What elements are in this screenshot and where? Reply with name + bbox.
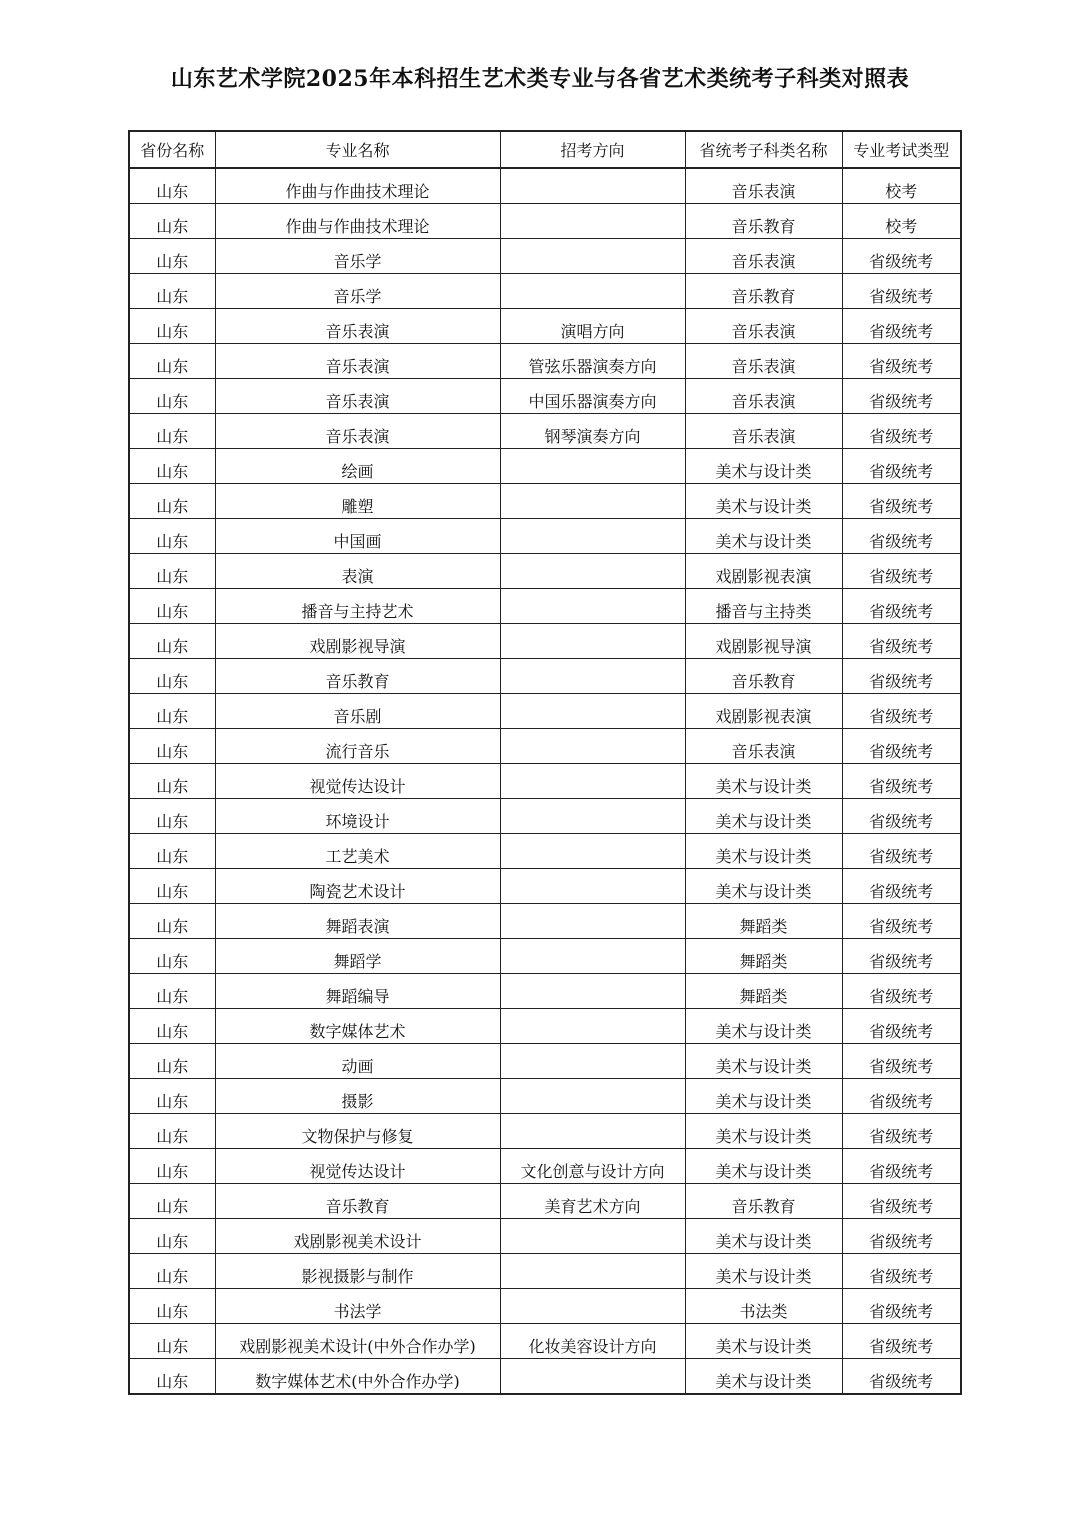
cell-direction bbox=[500, 239, 685, 274]
cell-direction: 钢琴演奏方向 bbox=[500, 414, 685, 449]
cell-subcategory: 美术与设计类 bbox=[685, 1219, 842, 1254]
cell-subcategory: 音乐教育 bbox=[685, 659, 842, 694]
cell-province: 山东 bbox=[129, 974, 215, 1009]
cell-major: 书法学 bbox=[215, 1289, 500, 1324]
cell-subcategory: 美术与设计类 bbox=[685, 1079, 842, 1114]
cell-exam-type: 省级统考 bbox=[842, 1289, 961, 1324]
cell-direction bbox=[500, 659, 685, 694]
cell-direction bbox=[500, 519, 685, 554]
table-row bbox=[129, 484, 961, 519]
cell-major: 影视摄影与制作 bbox=[215, 1254, 500, 1289]
cell-direction bbox=[500, 1044, 685, 1079]
table-body bbox=[129, 168, 961, 1394]
cell-exam-type: 省级统考 bbox=[842, 799, 961, 834]
cell-province: 山东 bbox=[129, 799, 215, 834]
cell-exam-type: 省级统考 bbox=[842, 379, 961, 414]
cell-direction bbox=[500, 1114, 685, 1149]
cell-exam-type: 省级统考 bbox=[842, 554, 961, 589]
cell-subcategory: 音乐教育 bbox=[685, 274, 842, 309]
cell-exam-type: 省级统考 bbox=[842, 1114, 961, 1149]
table-row bbox=[129, 1219, 961, 1254]
cell-province: 山东 bbox=[129, 239, 215, 274]
cell-major: 音乐表演 bbox=[215, 344, 500, 379]
cell-subcategory: 戏剧影视表演 bbox=[685, 694, 842, 729]
cell-exam-type: 省级统考 bbox=[842, 414, 961, 449]
cell-major: 播音与主持艺术 bbox=[215, 589, 500, 624]
cell-major: 环境设计 bbox=[215, 799, 500, 834]
cell-exam-type: 省级统考 bbox=[842, 344, 961, 379]
cell-province: 山东 bbox=[129, 869, 215, 904]
header-province: 省份名称 bbox=[129, 131, 215, 168]
cell-province: 山东 bbox=[129, 1254, 215, 1289]
cell-province: 山东 bbox=[129, 1359, 215, 1395]
cell-subcategory: 美术与设计类 bbox=[685, 1009, 842, 1044]
cell-major: 表演 bbox=[215, 554, 500, 589]
cell-province: 山东 bbox=[129, 1114, 215, 1149]
table-row bbox=[129, 729, 961, 764]
table-row bbox=[129, 379, 961, 414]
cell-subcategory: 舞蹈类 bbox=[685, 904, 842, 939]
cell-direction bbox=[500, 168, 685, 204]
cell-direction: 化妆美容设计方向 bbox=[500, 1324, 685, 1359]
cell-province: 山东 bbox=[129, 554, 215, 589]
table-row bbox=[129, 624, 961, 659]
cell-direction: 文化创意与设计方向 bbox=[500, 1149, 685, 1184]
cell-province: 山东 bbox=[129, 1009, 215, 1044]
cell-direction bbox=[500, 589, 685, 624]
cell-direction bbox=[500, 624, 685, 659]
table-row bbox=[129, 519, 961, 554]
cell-major: 戏剧影视美术设计(中外合作办学) bbox=[215, 1324, 500, 1359]
cell-major: 音乐表演 bbox=[215, 414, 500, 449]
cell-province: 山东 bbox=[129, 274, 215, 309]
cell-province: 山东 bbox=[129, 1219, 215, 1254]
cell-province: 山东 bbox=[129, 904, 215, 939]
table-row bbox=[129, 694, 961, 729]
table-row bbox=[129, 344, 961, 379]
cell-direction bbox=[500, 834, 685, 869]
cell-exam-type: 省级统考 bbox=[842, 309, 961, 344]
cell-province: 山东 bbox=[129, 764, 215, 799]
table-row bbox=[129, 1324, 961, 1359]
cell-province: 山东 bbox=[129, 694, 215, 729]
cell-subcategory: 音乐教育 bbox=[685, 1184, 842, 1219]
table-header bbox=[129, 131, 961, 168]
cell-province: 山东 bbox=[129, 1184, 215, 1219]
cell-province: 山东 bbox=[129, 1079, 215, 1114]
table-row bbox=[129, 799, 961, 834]
cell-exam-type: 省级统考 bbox=[842, 589, 961, 624]
header-direction: 招考方向 bbox=[500, 131, 685, 168]
cell-direction bbox=[500, 869, 685, 904]
cell-subcategory: 美术与设计类 bbox=[685, 834, 842, 869]
cell-subcategory: 美术与设计类 bbox=[685, 764, 842, 799]
cell-exam-type: 校考 bbox=[842, 204, 961, 239]
cell-direction bbox=[500, 554, 685, 589]
table-row bbox=[129, 589, 961, 624]
table-row bbox=[129, 204, 961, 239]
cell-subcategory: 舞蹈类 bbox=[685, 974, 842, 1009]
table-row bbox=[129, 239, 961, 274]
table-row bbox=[129, 449, 961, 484]
cell-exam-type: 省级统考 bbox=[842, 834, 961, 869]
cell-subcategory: 舞蹈类 bbox=[685, 939, 842, 974]
cell-subcategory: 音乐表演 bbox=[685, 168, 842, 204]
cell-direction: 管弦乐器演奏方向 bbox=[500, 344, 685, 379]
cell-major: 音乐学 bbox=[215, 274, 500, 309]
cell-exam-type: 省级统考 bbox=[842, 659, 961, 694]
table-row bbox=[129, 274, 961, 309]
cell-subcategory: 美术与设计类 bbox=[685, 484, 842, 519]
cell-province: 山东 bbox=[129, 344, 215, 379]
cell-exam-type: 省级统考 bbox=[842, 939, 961, 974]
cell-exam-type: 省级统考 bbox=[842, 1149, 961, 1184]
table-row bbox=[129, 1149, 961, 1184]
cell-province: 山东 bbox=[129, 589, 215, 624]
cell-subcategory: 美术与设计类 bbox=[685, 519, 842, 554]
table-row bbox=[129, 764, 961, 799]
cell-province: 山东 bbox=[129, 834, 215, 869]
cell-exam-type: 省级统考 bbox=[842, 624, 961, 659]
cell-exam-type: 省级统考 bbox=[842, 1044, 961, 1079]
cell-direction: 中国乐器演奏方向 bbox=[500, 379, 685, 414]
cell-major: 绘画 bbox=[215, 449, 500, 484]
cell-province: 山东 bbox=[129, 309, 215, 344]
cell-major: 摄影 bbox=[215, 1079, 500, 1114]
cell-subcategory: 美术与设计类 bbox=[685, 1359, 842, 1395]
cell-subcategory: 音乐教育 bbox=[685, 204, 842, 239]
cell-province: 山东 bbox=[129, 414, 215, 449]
cell-major: 数字媒体艺术(中外合作办学) bbox=[215, 1359, 500, 1395]
table-row bbox=[129, 1184, 961, 1219]
cell-subcategory: 美术与设计类 bbox=[685, 1324, 842, 1359]
cell-province: 山东 bbox=[129, 379, 215, 414]
cell-direction bbox=[500, 799, 685, 834]
cell-exam-type: 省级统考 bbox=[842, 1324, 961, 1359]
cell-direction bbox=[500, 764, 685, 799]
cell-direction bbox=[500, 1009, 685, 1044]
table-row bbox=[129, 309, 961, 344]
cell-major: 动画 bbox=[215, 1044, 500, 1079]
cell-exam-type: 省级统考 bbox=[842, 484, 961, 519]
cell-major: 作曲与作曲技术理论 bbox=[215, 204, 500, 239]
cell-direction: 美育艺术方向 bbox=[500, 1184, 685, 1219]
cell-major: 音乐学 bbox=[215, 239, 500, 274]
cell-exam-type: 省级统考 bbox=[842, 974, 961, 1009]
cell-direction bbox=[500, 974, 685, 1009]
table-row bbox=[129, 1359, 961, 1395]
table-row bbox=[129, 1044, 961, 1079]
cell-subcategory: 音乐表演 bbox=[685, 729, 842, 764]
cell-province: 山东 bbox=[129, 168, 215, 204]
cell-direction bbox=[500, 904, 685, 939]
table-row bbox=[129, 168, 961, 204]
cell-direction bbox=[500, 484, 685, 519]
cell-exam-type: 省级统考 bbox=[842, 1009, 961, 1044]
cell-subcategory: 美术与设计类 bbox=[685, 1149, 842, 1184]
cell-exam-type: 省级统考 bbox=[842, 904, 961, 939]
cell-major: 音乐表演 bbox=[215, 309, 500, 344]
cell-province: 山东 bbox=[129, 1044, 215, 1079]
page-title: 山东艺术学院2025年本科招生艺术类专业与各省艺术类统考子科类对照表 bbox=[170, 66, 910, 92]
cell-major: 戏剧影视导演 bbox=[215, 624, 500, 659]
table-row bbox=[129, 1289, 961, 1324]
cell-exam-type: 校考 bbox=[842, 168, 961, 204]
cell-direction bbox=[500, 939, 685, 974]
cell-province: 山东 bbox=[129, 1289, 215, 1324]
cell-major: 雕塑 bbox=[215, 484, 500, 519]
cell-province: 山东 bbox=[129, 1324, 215, 1359]
table-row bbox=[129, 554, 961, 589]
cell-major: 作曲与作曲技术理论 bbox=[215, 168, 500, 204]
cell-province: 山东 bbox=[129, 729, 215, 764]
table-row bbox=[129, 974, 961, 1009]
cell-province: 山东 bbox=[129, 1149, 215, 1184]
cell-major: 戏剧影视美术设计 bbox=[215, 1219, 500, 1254]
cell-major: 舞蹈表演 bbox=[215, 904, 500, 939]
cell-subcategory: 音乐表演 bbox=[685, 414, 842, 449]
cell-exam-type: 省级统考 bbox=[842, 764, 961, 799]
cell-major: 数字媒体艺术 bbox=[215, 1009, 500, 1044]
cell-province: 山东 bbox=[129, 449, 215, 484]
cell-province: 山东 bbox=[129, 519, 215, 554]
table-row bbox=[129, 834, 961, 869]
header-subcategory: 省统考子科类名称 bbox=[685, 131, 842, 168]
header-row bbox=[129, 131, 961, 168]
cell-major: 音乐教育 bbox=[215, 1184, 500, 1219]
cell-province: 山东 bbox=[129, 939, 215, 974]
cell-subcategory: 音乐表演 bbox=[685, 239, 842, 274]
table-row bbox=[129, 1009, 961, 1044]
cell-exam-type: 省级统考 bbox=[842, 239, 961, 274]
cell-exam-type: 省级统考 bbox=[842, 1254, 961, 1289]
cell-direction bbox=[500, 1359, 685, 1395]
cell-major: 音乐表演 bbox=[215, 379, 500, 414]
cell-subcategory: 音乐表演 bbox=[685, 309, 842, 344]
cell-major: 中国画 bbox=[215, 519, 500, 554]
mapping-table bbox=[128, 130, 962, 1395]
cell-subcategory: 音乐表演 bbox=[685, 344, 842, 379]
cell-province: 山东 bbox=[129, 624, 215, 659]
cell-direction bbox=[500, 729, 685, 764]
cell-direction bbox=[500, 204, 685, 239]
cell-subcategory: 美术与设计类 bbox=[685, 1044, 842, 1079]
cell-subcategory: 美术与设计类 bbox=[685, 869, 842, 904]
cell-direction bbox=[500, 1254, 685, 1289]
cell-exam-type: 省级统考 bbox=[842, 869, 961, 904]
cell-direction bbox=[500, 1289, 685, 1324]
cell-subcategory: 美术与设计类 bbox=[685, 799, 842, 834]
header-major: 专业名称 bbox=[215, 131, 500, 168]
cell-major: 工艺美术 bbox=[215, 834, 500, 869]
cell-major: 视觉传达设计 bbox=[215, 1149, 500, 1184]
cell-subcategory: 戏剧影视表演 bbox=[685, 554, 842, 589]
cell-major: 音乐教育 bbox=[215, 659, 500, 694]
cell-subcategory: 书法类 bbox=[685, 1289, 842, 1324]
cell-exam-type: 省级统考 bbox=[842, 1219, 961, 1254]
cell-direction bbox=[500, 1219, 685, 1254]
table-row bbox=[129, 1114, 961, 1149]
cell-province: 山东 bbox=[129, 204, 215, 239]
table-row bbox=[129, 659, 961, 694]
cell-exam-type: 省级统考 bbox=[842, 694, 961, 729]
cell-subcategory: 音乐表演 bbox=[685, 379, 842, 414]
cell-direction: 演唱方向 bbox=[500, 309, 685, 344]
cell-direction bbox=[500, 449, 685, 484]
table-row bbox=[129, 1079, 961, 1114]
cell-exam-type: 省级统考 bbox=[842, 274, 961, 309]
cell-province: 山东 bbox=[129, 659, 215, 694]
cell-major: 陶瓷艺术设计 bbox=[215, 869, 500, 904]
cell-subcategory: 戏剧影视导演 bbox=[685, 624, 842, 659]
cell-major: 文物保护与修复 bbox=[215, 1114, 500, 1149]
cell-direction bbox=[500, 1079, 685, 1114]
cell-exam-type: 省级统考 bbox=[842, 1184, 961, 1219]
cell-major: 舞蹈编导 bbox=[215, 974, 500, 1009]
cell-subcategory: 美术与设计类 bbox=[685, 449, 842, 484]
cell-subcategory: 播音与主持类 bbox=[685, 589, 842, 624]
cell-major: 舞蹈学 bbox=[215, 939, 500, 974]
cell-province: 山东 bbox=[129, 484, 215, 519]
cell-subcategory: 美术与设计类 bbox=[685, 1254, 842, 1289]
header-exam-type: 专业考试类型 bbox=[842, 131, 961, 168]
cell-exam-type: 省级统考 bbox=[842, 729, 961, 764]
table-row bbox=[129, 414, 961, 449]
table-row bbox=[129, 1254, 961, 1289]
cell-direction bbox=[500, 274, 685, 309]
cell-major: 音乐剧 bbox=[215, 694, 500, 729]
cell-major: 流行音乐 bbox=[215, 729, 500, 764]
table-row bbox=[129, 939, 961, 974]
cell-exam-type: 省级统考 bbox=[842, 1079, 961, 1114]
cell-subcategory: 美术与设计类 bbox=[685, 1114, 842, 1149]
cell-direction bbox=[500, 694, 685, 729]
table-row bbox=[129, 869, 961, 904]
cell-exam-type: 省级统考 bbox=[842, 519, 961, 554]
table-row bbox=[129, 904, 961, 939]
cell-exam-type: 省级统考 bbox=[842, 1359, 961, 1395]
cell-major: 视觉传达设计 bbox=[215, 764, 500, 799]
cell-exam-type: 省级统考 bbox=[842, 449, 961, 484]
